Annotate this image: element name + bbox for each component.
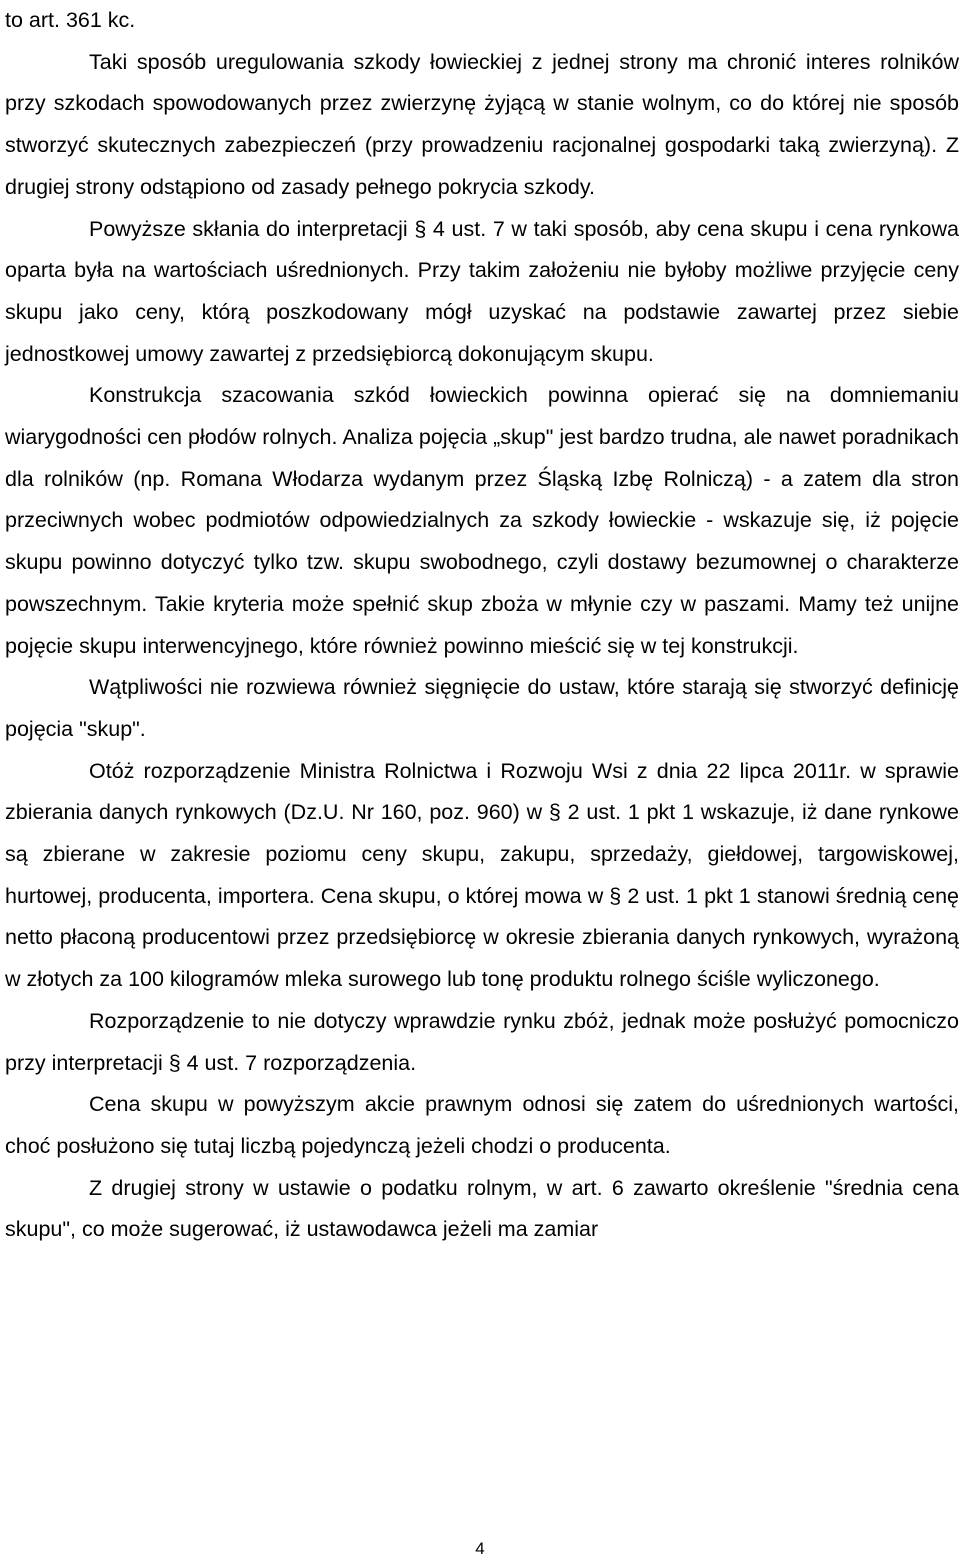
paragraph-regulation: Otóż rozporządzenie Ministra Rolnictwa i Rozwoju Wsi z dnia 22 lipca 2011r. w sprawie zbierania danych rynkowych (Dz.U. Nr 160, poz. 960) w § 2 ust. 1 pkt 1 wskazuje, iż dane rynkowe są zbierane w zakresie poziomu ceny skupu, zakupu, sprzedaży, giełdowej, targowiskowej, hurtowej, producenta, importera. Cena skupu, o której mowa w § 2 ust. 1 pkt 1 stanowi średnią cenę netto płaconą producentowi przez przedsiębiorcę w okresie zbierania danych rynkowych, wyrażoną w złotych za 100 kilogramów mleka surowego lub tonę produktu rolnego ściśle wyliczonego.	[5, 758, 959, 992]
paragraph-interpretation: Powyższe skłania do interpretacji § 4 ust. 7 w taki sposób, aby cena skupu i cena rynkowa oparta była na wartościach uśrednionych. Przy takim założeniu nie byłoby możliwe przyjęcie ceny skupu jako ceny, którą poszkodowany mógł uzyskać na podstawie zawartej przez siebie jednostkowej umowy zawartej z przedsiębiorcą dokonującym skupu.	[5, 216, 959, 366]
paragraph-regulation-scope: Rozporządzenie to nie dotyczy wprawdzie rynku zbóż, jednak może posłużyć pomocniczo przy interpretacji § 4 ust. 7 rozporządzenia.	[5, 1008, 959, 1075]
paragraph-continuation: to art. 361 kc.	[5, 8, 136, 32]
paragraph-construction: Konstrukcja szacowania szkód łowieckich powinna opierać się na domniemaniu wiarygodności cen płodów rolnych. Analiza pojęcia „skup" jest bardzo trudna, ale nawet poradnikach dla rolników (np. Romana Włodarza wydanym przez Śląską Izbę Rolniczą) - a zatem dla stron przeciwnych wobec podmiotów odpowiedzialnych za szkody łowieckie - wskazuje się, iż pojęcie skupu powinno dotyczyć tylko tzw. skupu swobodnego, czyli dostawy bezumownej o charakterze powszechnym. Takie kryteria może spełnić skup zboża w młynie czy w paszami. Mamy też unijne pojęcie skupu interwencyjnego, które również powinno mieścić się w tej konstrukcji.	[5, 383, 959, 658]
page-number: 4	[475, 1539, 485, 1558]
paragraph-hunting-damage: Taki sposób uregulowania szkody łowieckiej z jednej strony ma chronić interes rolników przy szkodach spowodowanych przez zwierzynę żyjącą w stanie wolnym, co do której nie sposób stworzyć skutecznych zabezpieczeń (przy prowadzeniu racjonalnej gospodarki taką zwierzyną). Z drugiej strony odstąpiono od zasady pełnego pokrycia szkody.	[5, 49, 959, 199]
paragraph-average-values: Cena skupu w powyższym akcie prawnym odnosi się zatem do uśrednionych wartości, choć posłużono się tutaj liczbą pojedynczą jeżeli chodzi o producenta.	[5, 1092, 959, 1158]
paragraph-agricultural-tax: Z drugiej strony w ustawie o podatku rolnym, w art. 6 zawarto określenie "średnia cena skupu", co może sugerować, iż ustawodawca jeżeli ma zamiar	[5, 1175, 959, 1242]
paragraph-doubts: Wątpliwości nie rozwiewa również sięgnięcie do ustaw, które starają się stworzyć definicję pojęcia "skup".	[5, 675, 959, 741]
document-body	[5, 0, 959, 1251]
